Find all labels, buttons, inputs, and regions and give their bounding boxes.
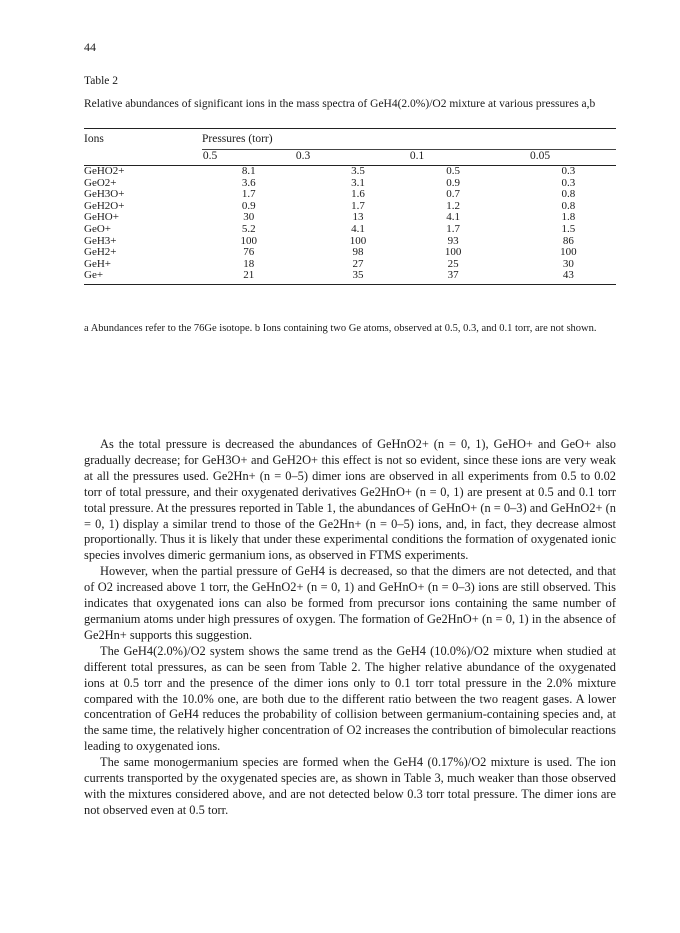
value-cell: 0.7 bbox=[446, 188, 461, 201]
value-cell: 0.9 bbox=[446, 176, 461, 189]
value-cell: 0.8 bbox=[561, 199, 576, 212]
value-cell: 4.1 bbox=[351, 222, 365, 235]
table-row bbox=[84, 178, 616, 190]
value-cell: 18 bbox=[243, 257, 255, 270]
data-table bbox=[84, 128, 616, 285]
paragraph: The GeH4(2.0%)/O2 system shows the same trend as the GeH4 (10.0%)/O2 mixture when studied at different total pressures, as can be seen from Table 2. The higher relative abundance of the oxygenated ions at 0.5 torr and the presence of the dimer ions only to 0.1 torr total pressure in the 2.0% mixture compared with the 10.0% one, are both due to the different ratio between the two reagent gases. A lower concentration of GeH4 reduces the probability of collision between germanium-containing species and, at the same time, the relatively higher concentration of O2 increases the contribution of bimolecular reactions leading to oxygenated ions. bbox=[84, 643, 616, 754]
value-cell: 0.3 bbox=[561, 165, 576, 177]
pressure-header-3: 0.05 bbox=[529, 150, 551, 162]
ion-cell: GeH+ bbox=[84, 257, 111, 270]
table-row bbox=[84, 247, 616, 259]
table-caption: Table 2 bbox=[84, 75, 119, 87]
value-cell: 1.5 bbox=[561, 222, 576, 235]
pressure-subheader-row bbox=[84, 149, 616, 165]
value-cell: 76 bbox=[243, 246, 255, 259]
ion-cell: GeH3O+ bbox=[84, 188, 125, 201]
pressure-header-0: 0.5 bbox=[202, 150, 218, 162]
value-cell: 0.9 bbox=[241, 199, 256, 212]
body-text bbox=[84, 437, 616, 819]
paragraph: The same monogermanium species are formed when the GeH4 (0.17%)/O2 mixture is used. The ion currents transported by the oxygenated species are, as shown in Table 3, much weaker than those observed with the mixtures considered above, and are not detected below 0.3 torr total pressure. The dimer ions are not observed even at 0.5 torr. bbox=[84, 755, 616, 817]
table-row bbox=[84, 189, 616, 201]
table-row bbox=[84, 270, 616, 282]
pressure-header-1: 0.3 bbox=[295, 150, 311, 162]
value-cell: 93 bbox=[447, 234, 459, 247]
value-cell: 0.8 bbox=[561, 188, 576, 201]
header-pressures: Pressures (torr) bbox=[202, 133, 273, 145]
value-cell: 8.1 bbox=[241, 165, 256, 177]
value-cell: 30 bbox=[562, 257, 574, 270]
table-row bbox=[84, 166, 616, 178]
value-cell: 25 bbox=[447, 257, 459, 270]
ion-cell: GeH3+ bbox=[84, 234, 117, 247]
value-cell: 35 bbox=[352, 269, 364, 282]
ion-cell: Ge+ bbox=[84, 269, 104, 282]
value-cell: 37 bbox=[447, 269, 459, 282]
value-cell: 27 bbox=[352, 257, 364, 270]
table-title: Relative abundances of significant ions in the mass spectra of GeH4(2.0%)/O2 mixture at various pressures a,b bbox=[84, 98, 596, 110]
value-cell: 30 bbox=[243, 211, 255, 224]
value-cell: 100 bbox=[240, 234, 258, 247]
value-cell: 100 bbox=[444, 246, 462, 259]
value-cell: 3.5 bbox=[351, 165, 365, 177]
pressure-header-2: 0.1 bbox=[409, 150, 425, 162]
table-header-row bbox=[84, 129, 616, 149]
value-cell: 3.6 bbox=[241, 176, 256, 189]
ion-cell: GeH2+ bbox=[84, 246, 117, 259]
table-body bbox=[84, 166, 616, 282]
value-cell: 98 bbox=[352, 246, 364, 259]
table-row bbox=[84, 259, 616, 271]
value-cell: 3.1 bbox=[351, 176, 365, 189]
value-cell: 86 bbox=[562, 234, 574, 247]
table-bottom-rule bbox=[84, 284, 616, 285]
ion-cell: GeO2+ bbox=[84, 176, 117, 189]
value-cell: 0.5 bbox=[446, 165, 461, 177]
paragraph: As the total pressure is decreased the abundances of GeHnO2+ (n = 0, 1), GeHO+ and GeO+ also gradually decrease; for GeH3O+ and GeH2O+ this effect is not so evident, since these ions are very weak at all the pressures used. Ge2Hn+ (n = 0–5) dimer ions are observed in all experiments from 0.5 to 0.02 torr of total pressure, and their oxygenated derivatives Ge2HnO+ (n = 0, 1) are present at 0.5 and 0.1 torr total pressure. At the pressures reported in Table 1, the abundances of GeHnO+ (n = 0–3) and GeHnO2+ (n = 0, 1) display a similar trend to those of the Ge2Hn+ (n = 0–5) ions, and, in fact, they decrease almost proportionally. Thus it is likely that under these experimental conditions the formation of oxygenated ionic species involves dimeric germanium ions, as observed in FTMS experiments. bbox=[84, 437, 616, 563]
value-cell: 0.3 bbox=[561, 176, 576, 189]
table-row bbox=[84, 201, 616, 213]
table-footnote: a Abundances refer to the 76Ge isotope. b Ions containing two Ge atoms, observed at 0.5, 0.3, and 0.1 torr, are not shown. bbox=[84, 323, 597, 334]
ion-cell: GeO+ bbox=[84, 222, 111, 235]
paragraph: However, when the partial pressure of GeH4 is decreased, so that the dimers are not detected, and that of O2 increased above 1 torr, the GeHnO2+ (n = 0, 1) and GeHnO+ (n = 0–3) ions are still observed. This indicates that oxygenated ions can also be formed from precursor ions containing the same number of germanium atoms under high pressures of oxygen. The formation of Ge2HnO+ (n = 0, 1) in the absence of Ge2Hn+ supports this suggestion. bbox=[84, 564, 616, 642]
table-row bbox=[84, 236, 616, 248]
ion-cell: GeH2O+ bbox=[84, 199, 125, 212]
value-cell: 1.6 bbox=[351, 188, 365, 201]
value-cell: 5.2 bbox=[241, 222, 256, 235]
value-cell: 4.1 bbox=[446, 211, 461, 224]
value-cell: 1.7 bbox=[446, 222, 461, 235]
ion-cell: GeHO+ bbox=[84, 211, 119, 224]
value-cell: 43 bbox=[562, 269, 574, 282]
page-number: 44 bbox=[84, 40, 96, 54]
value-cell: 13 bbox=[352, 211, 364, 224]
value-cell: 100 bbox=[560, 246, 577, 259]
value-cell: 1.7 bbox=[351, 199, 365, 212]
ion-cell: GeHO2+ bbox=[84, 165, 125, 177]
table-row bbox=[84, 212, 616, 224]
header-ions: Ions bbox=[84, 133, 104, 145]
value-cell: 1.2 bbox=[446, 199, 461, 212]
value-cell: 100 bbox=[349, 234, 367, 247]
value-cell: 1.8 bbox=[561, 211, 576, 224]
value-cell: 1.7 bbox=[241, 188, 256, 201]
value-cell: 21 bbox=[243, 269, 255, 282]
table-row bbox=[84, 224, 616, 236]
